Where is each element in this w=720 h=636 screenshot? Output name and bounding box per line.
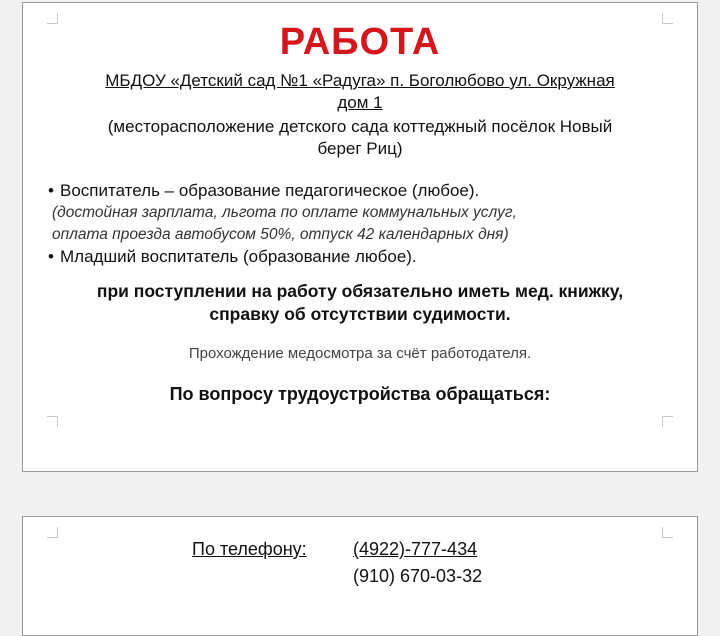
bullet-icon: • (48, 247, 54, 266)
phone-number[interactable]: (4922)-777-434 (353, 539, 478, 559)
vacancy-benefits-note: оплата проезда автобусом 50%, отпуск 42 календарных дня) (52, 226, 509, 243)
phone-number[interactable]: (910) 670-03-32 (353, 566, 483, 586)
vacancy-text: Воспитатель – образование педагогическое (любое). (60, 181, 480, 200)
vacancy-item (48, 180, 690, 202)
page-corner-mark (47, 416, 58, 427)
page-corner-mark (662, 527, 673, 538)
address-line: МБДОУ «Детский сад №1 «Радуга» п. Боголюбово ул. Окружная (105, 71, 615, 90)
vacancy-benefits-note: (достойная зарплата, льгота по оплате коммунальных услуг, (52, 204, 517, 221)
medical-note: Прохождение медосмотра за счёт работодателя. (188, 345, 532, 362)
location-line: берег Риц) (317, 139, 403, 158)
contact-heading: По вопросу трудоустройства обращаться: (169, 384, 551, 404)
vacancy-text: Младший воспитатель (образование любое). (60, 247, 417, 266)
location-line: (месторасположение детского сада коттеджный посёлок Новый (107, 117, 613, 136)
kindergarten-location (30, 116, 690, 160)
vacancy-list (48, 180, 690, 268)
requirements-line: при поступлении на работу обязательно иметь мед. книжку, (96, 281, 624, 301)
vacancy-item (48, 246, 690, 268)
requirements (30, 280, 690, 326)
page-corner-mark (662, 416, 673, 427)
requirements-line: справку об отсутствии судимости. (209, 304, 511, 324)
phone-label: По телефону: (192, 539, 307, 559)
bullet-icon: • (48, 181, 54, 200)
address-line: дом 1 (337, 93, 383, 112)
notice-title: РАБОТА (279, 21, 441, 63)
page-corner-mark (47, 527, 58, 538)
kindergarten-address (30, 70, 690, 114)
